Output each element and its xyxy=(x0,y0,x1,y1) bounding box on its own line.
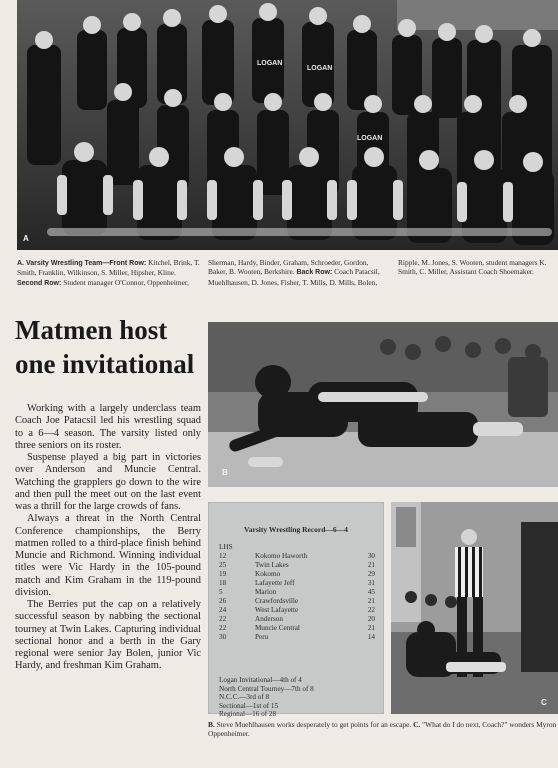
record-row xyxy=(219,633,375,642)
opponent-name: Muncie Central xyxy=(255,624,300,632)
team-photo xyxy=(17,0,558,250)
opponent-score: 20 xyxy=(367,615,375,623)
opponent-name: Peru xyxy=(255,633,269,641)
opponent-name: Kokomo xyxy=(255,570,281,578)
opponent-score: 21 xyxy=(367,561,375,569)
jersey-text: LOGAN xyxy=(257,60,283,67)
story-paragraph: Always a threat in the North Central Conference championships, the Berry matmen rolled to a third-place finish behind Muncie and Richmond. Winning individual titles were Vic Hardy in the 105-pound match and Kim Graham in the 119-pound division. xyxy=(15,513,201,598)
lhs-score: 25 xyxy=(219,561,227,569)
photo-label: C xyxy=(541,698,547,707)
record-row xyxy=(219,606,375,615)
caption-team-col2: Sherman, Hardy, Binder, Graham, Schroeder, Gordon, Baker, B. Wooten, Berkshire. Back Row: Coach Patacsil, Muehlhausen, D. Jones, Fisher, T. Mills, D. Mills, Bolen, xyxy=(208,258,380,287)
record-row xyxy=(219,588,375,597)
record-row xyxy=(219,561,375,570)
opponent-score: 21 xyxy=(367,624,375,632)
record-row xyxy=(219,579,375,588)
record-row xyxy=(219,552,375,561)
record-row xyxy=(219,570,375,579)
story-paragraph: The Berries put the cap on a relatively successful season by nabbing the sectional tourney at Twin Lakes. Capturing individual sectional honor and a berth in the Gary regional were senior Jay Bolen, junior Vic Hardy, and freshman Kim Graham. xyxy=(15,599,201,672)
opponent-score: 31 xyxy=(367,579,375,587)
opponent-name: Kokomo Haworth xyxy=(255,552,308,560)
opponent-name: Marion xyxy=(255,588,277,596)
coach-photo xyxy=(391,502,558,714)
story-body xyxy=(15,403,201,673)
lhs-score: 30 xyxy=(219,633,227,641)
record-title: Varsity Wrestling Record—6—4 xyxy=(244,525,348,534)
page-headline: Matmen host one invitational xyxy=(15,315,195,379)
opponent-score: 14 xyxy=(367,633,375,641)
caption-heading: A. Varsity Wrestling Team—Front Row: xyxy=(17,260,147,267)
record-header: LHS xyxy=(219,543,233,551)
photo-label: B xyxy=(222,468,228,477)
match-photo xyxy=(208,322,558,487)
record-rows xyxy=(219,543,375,642)
story-paragraph: Suspense played a big part in victories over Anderson and Muncie Central. Watching the grapplers go down to the wire and then pull the meet out on the last event was a thrill for the large crowds of fans. xyxy=(15,452,201,512)
lhs-score: 5 xyxy=(219,588,223,596)
lhs-score: 19 xyxy=(219,570,227,578)
opponent-score: 45 xyxy=(367,588,375,596)
caption-heading: Second Row: xyxy=(17,279,62,287)
record-summary-line: Sectional—1st of 15 xyxy=(219,701,279,710)
opponent-name: Crawfordsville xyxy=(255,597,299,605)
caption-heading: Back Row: xyxy=(296,269,333,277)
opponent-score: 21 xyxy=(367,597,375,605)
story-paragraph: Working with a largely underclass team Coach Joe Patacsil led his wrestling squad to a 6—4 season. The varsity listed only three seniors on its roster. xyxy=(15,403,201,451)
opponent-score: 30 xyxy=(367,552,375,560)
caption-photos-bc: B. Steve Muehlhausen works desperately to get points for an escape. C. "What do I do next, Coach?" wonders Myron Oppenheimer. xyxy=(208,720,557,739)
opponent-name: Twin Lakes xyxy=(255,561,289,569)
lhs-score: 26 xyxy=(219,597,227,605)
lhs-score: 12 xyxy=(219,552,227,560)
opponent-score: 22 xyxy=(367,606,375,614)
opponent-score: 29 xyxy=(367,570,375,578)
record-row xyxy=(219,624,375,633)
record-summary-line: North Central Tourney—7th of 8 xyxy=(219,684,314,693)
record-summary-line: Logan Invitational—4th of 4 xyxy=(219,676,302,684)
record-summary-line: Regional—16 of 28 xyxy=(219,710,277,719)
opponent-name: West Lafayette xyxy=(255,606,299,614)
caption-team-col3: Ripple, M. Jones, S. Wooten, student managers K. Smith, C. Miller, Assistant Coach Shoemaker. xyxy=(398,258,547,277)
opponent-name: Anderson xyxy=(255,615,283,623)
record-summary xyxy=(219,676,379,719)
opponent-name: Lafayette Jeff xyxy=(255,579,295,587)
record-row xyxy=(219,597,375,606)
record-summary-line: N.C.C.—3rd of 8 xyxy=(219,693,270,702)
lhs-score: 22 xyxy=(219,615,227,623)
record-row xyxy=(219,615,375,624)
lhs-score: 22 xyxy=(219,624,227,632)
caption-team-col1: A. Varsity Wrestling Team—Front Row: Kitchel, Brink, T. Smith, Franklin, Wilkinson, S. Miller, Hipsher, Kline. Second Row: Student manager O'Connor, Oppenheimer, xyxy=(17,258,200,287)
lhs-score: 24 xyxy=(219,606,227,614)
photo-label: A xyxy=(23,234,29,243)
lhs-score: 18 xyxy=(219,579,227,587)
wrestling-record-table xyxy=(208,502,384,719)
jersey-text: LOGAN xyxy=(307,65,333,72)
jersey-text: LOGAN xyxy=(357,135,383,142)
